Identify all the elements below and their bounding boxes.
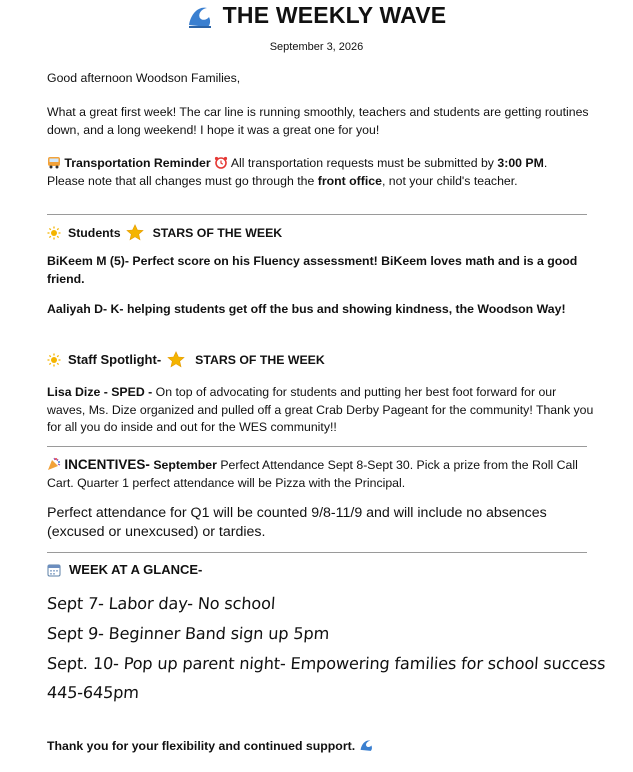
staff-spotlight-paragraph (47, 384, 595, 437)
closing-text: Thank you for your flexibility and continued support. (47, 739, 356, 753)
newsletter-title: THE WEEKLY WAVE (222, 2, 447, 28)
incentives-month: September (153, 458, 217, 472)
staff-heading (47, 351, 325, 368)
sun-icon (47, 353, 61, 367)
staff-text: On top of advocating for students and putting her best foot forward for our waves, Ms. Dize organized and pulled off a great Crab Derby Pageant for the community! Thank you for all you do inside and out for the WES community!! (47, 385, 594, 434)
star-icon (167, 351, 185, 368)
staff-name: Lisa Dize - SPED - (47, 385, 156, 399)
students-label: Students (68, 225, 121, 240)
week-item-1: Sept 7- Labor day- No school (46, 594, 276, 613)
staff-stars-heading: STARS OF THE WEEK (195, 352, 325, 367)
divider (47, 214, 587, 215)
transportation-text-d: , not your child's teacher. (381, 173, 518, 188)
front-office-text: front office (317, 173, 382, 188)
sun-icon (47, 226, 61, 240)
calendar-icon (47, 563, 61, 577)
transportation-label: Transportation Reminder (64, 156, 211, 170)
incentives-label: INCENTIVES- (64, 457, 150, 472)
week-heading (47, 562, 202, 577)
transportation-text-b: . (543, 156, 548, 170)
newsletter-date: September 3, 2026 (269, 41, 364, 53)
student-star-1: BiKeem M (5)- Perfect score on his Fluency assessment! BiKeem loves math and is a good friend. (47, 254, 578, 286)
students-heading (47, 224, 282, 241)
wave-icon (359, 738, 374, 752)
star-icon (126, 224, 144, 241)
transportation-paragraph (47, 155, 595, 190)
attendance-note: Perfect attendance for Q1 will be counted 9/8-11/9 and will include no absences (excused or unexcused) or tardies. (47, 505, 547, 540)
divider (47, 552, 587, 553)
header (0, 2, 633, 34)
staff-label: Staff Spotlight- (68, 352, 162, 367)
week-item-3: Sept. 10- Pop up parent night- Empowering families for school success (46, 654, 607, 673)
transportation-text-c: Please note that all changes must go through the (47, 173, 318, 188)
party-popper-icon (47, 457, 61, 471)
wave-icon (187, 3, 213, 29)
week-label: WEEK AT A GLANCE- (69, 562, 203, 577)
incentives-paragraph (47, 456, 595, 492)
transportation-text-a: All transportation requests must be submitted by (230, 156, 498, 170)
alarm-clock-icon (214, 156, 228, 169)
week-item-4: 445-645pm (46, 683, 140, 702)
week-item-2: Sept 9- Beginner Band sign up 5pm (46, 624, 330, 643)
greeting: Good afternoon Woodson Families, (47, 71, 241, 85)
divider (47, 446, 587, 447)
incentives-text: Perfect Attendance Sept 8-Sept 30. Pick a prize from the Roll Call Cart. Quarter 1 perfect attendance will be Pizza with the Principal. (47, 458, 578, 490)
bus-icon (47, 156, 61, 169)
closing-line (47, 738, 595, 756)
student-star-2: Aaliyah D- K- helping students get off the bus and showing kindness, the Woodson Way! (47, 302, 566, 316)
deadline-time: 3:00 PM (497, 156, 544, 170)
students-stars-heading: STARS OF THE WEEK (152, 225, 283, 240)
intro-paragraph: What a great first week! The car line is running smoothly, teachers and students are getting routines down, and a long weekend! I hope it was a great one for you! (47, 105, 589, 137)
